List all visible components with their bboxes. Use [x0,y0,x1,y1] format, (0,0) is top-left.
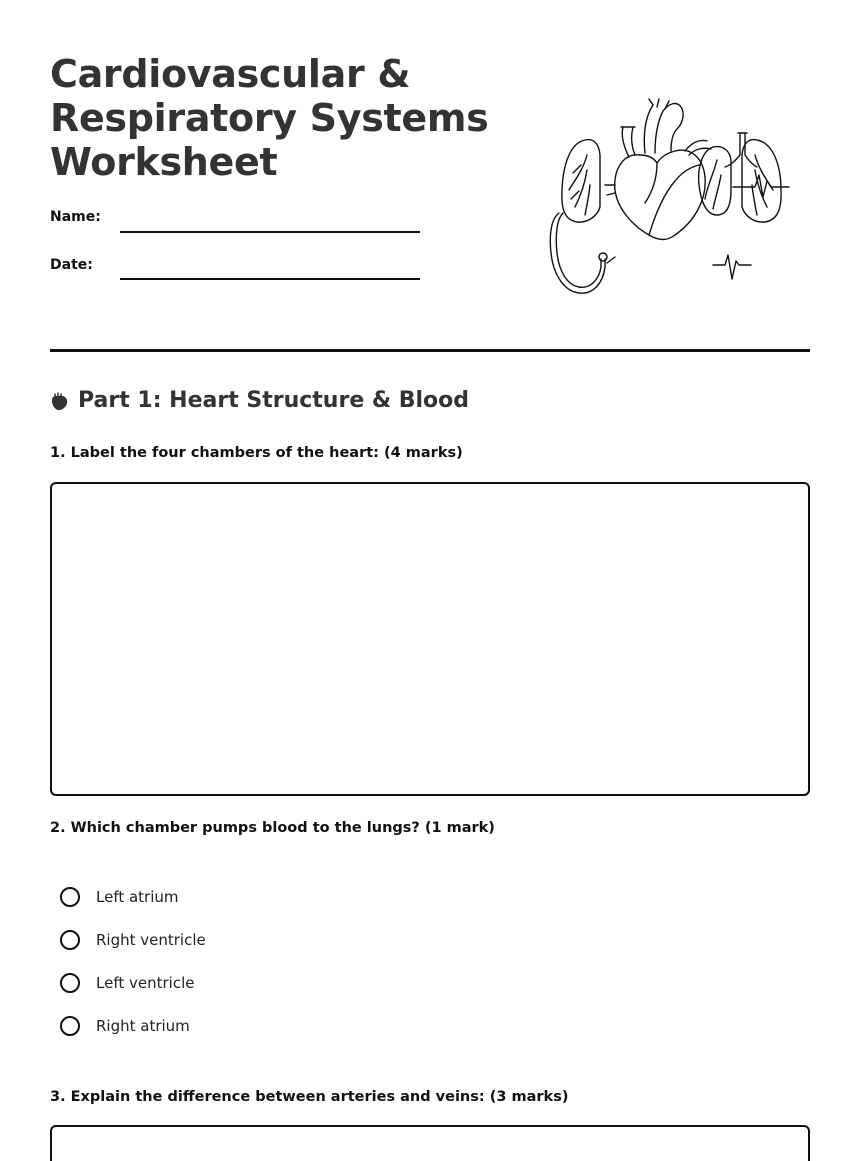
question-3: 3. Explain the difference between arteries and veins: (3 marks) [50,1089,569,1105]
question-2: 2. Which chamber pumps blood to the lungs? (1 mark) [50,820,495,836]
stethoscope-icon [550,213,605,293]
part1-title-text: Part 1: Heart Structure & Blood [78,388,470,413]
worksheet-title [50,52,490,184]
name-field[interactable] [120,231,420,233]
date-field[interactable] [120,278,420,280]
option-label: Right ventricle [96,931,206,949]
name-label: Name: [50,209,101,225]
question-3-answer-box[interactable] [50,1125,810,1161]
title-line: Respiratory Systems [50,96,489,140]
option-label: Left atrium [96,888,179,906]
ecg-icon [713,255,751,279]
title-line: Cardiovascular & [50,52,411,96]
right-lung-icon [742,140,781,223]
part1-title [50,388,469,413]
option-right-ventricle[interactable] [60,927,206,953]
radio-button[interactable] [60,1016,80,1036]
question-1: 1. Label the four chambers of the heart: (4 marks) [50,445,463,461]
heart-icon [50,391,70,411]
option-left-ventricle[interactable] [60,970,194,996]
heart-icon [615,150,705,239]
question-1-answer-box[interactable] [50,482,810,796]
radio-button[interactable] [60,887,80,907]
radio-button[interactable] [60,930,80,950]
date-label: Date: [50,257,93,273]
title-line: Worksheet [50,140,278,184]
option-right-atrium[interactable] [60,1013,190,1039]
option-left-atrium[interactable] [60,884,179,910]
option-label: Left ventricle [96,974,195,992]
option-label: Right atrium [96,1017,190,1035]
radio-button[interactable] [60,973,80,993]
left-lung-icon [562,140,600,223]
heart-lungs-illustration [545,95,795,300]
section-divider [50,349,810,352]
